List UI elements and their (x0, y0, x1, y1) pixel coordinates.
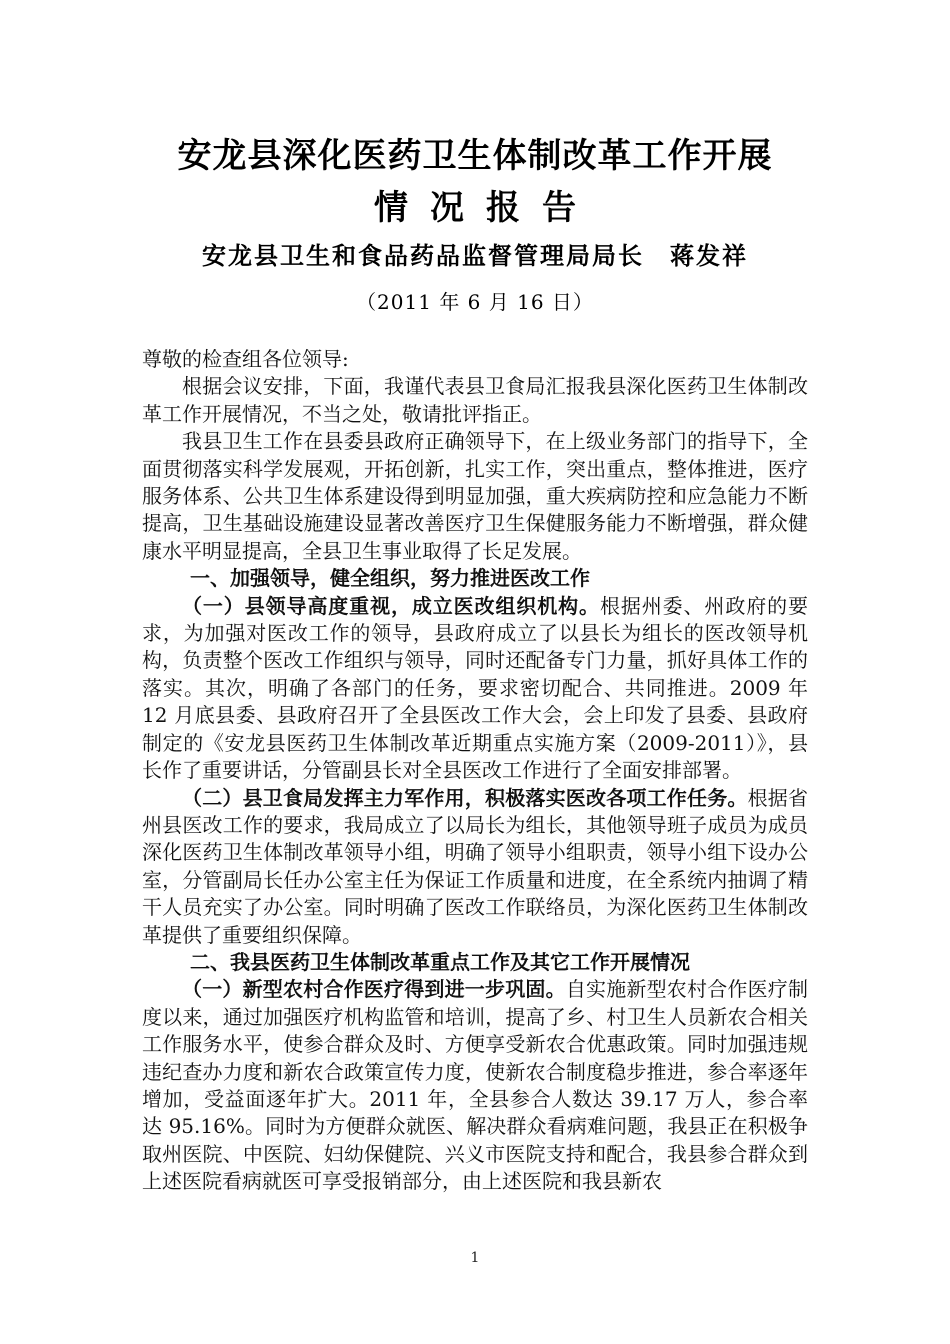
page-number: 1 (470, 1250, 480, 1266)
paragraph-overview: 我县卫生工作在县委县政府正确领导下，在上级业务部门的指导下，全面贯彻落实科学发展观，开拓创新，扎实工作，突出重点，整体推进，医疗服务体系、公共卫生体系建设得到明显加强，重大疾病防控和应急能力不断提高，卫生基础设施建设显著改善医疗卫生保健服务能力不断增强，群众健康水平明显提高，全县卫生事业取得了长足发展。 (142, 429, 808, 563)
section-1-heading: 一、加强领导，健全组织，努力推进医改工作 (190, 566, 590, 591)
report-author: 安龙县卫生和食品药品监督管理局局长 蒋发祥 (202, 241, 748, 270)
section-1-item-2-text: 根据省州县医改工作的要求，我局成立了以局长为组长，其他领导班子成员为成员深化医药卫生体制改革领导小组，明确了领导小组职责，领导小组下设办公室，分管副局长任办公室主任为保证工作质量和进度，在全系统内抽调了精干人员充实了办公室。同时明确了医改工作联络员，为深化医药卫生体制改革提供了重要组织保障。 (142, 785, 809, 947)
section-2-item-1-heading: （一）新型农村合作医疗得到进一步巩固。 (182, 977, 566, 1002)
section-2-heading: 二、我县医药卫生体制改革重点工作及其它工作开展情况 (190, 949, 690, 974)
report-title-line2: 情况报告 (374, 188, 598, 228)
section-1-item-1-text: 根据州委、州政府的要求，为加强对医改工作的领导，县政府成立了以县长为组长的医改领导机构，负责整个医改工作组织与领导，同时还配备专门力量，抓好具体工作的落实。其次，明确了各部门的任务，要求密切配合、共同推进。2009 年 12 月底县委、县政府召开了全县医改工作大会，会上印发了县委、县政府制定的《安龙县医药卫生体制改革近期重点实施方案（2009-2011）》，县长作了重要讲话，分管副县长对全县医改工作进行了全面安排部署。 (142, 593, 809, 783)
salutation: 尊敬的检查组各位领导: (142, 347, 349, 371)
section-1-item-2 (142, 785, 808, 949)
section-2-item-1-text: 自实施新型农村合作医疗制度以来，通过加强医疗机构监管和培训，提高了乡、村卫生人员新农合相关工作服务水平，使参合群众及时、方便享受新农合优惠政策。同时加强违规违纪查办力度和新农合政策宣传力度，使新农合制度稳步推进，参合率逐年增加，受益面逐年扩大。2011 年，全县参合人数达 39.17 万人，参合率达 95.16%。同时为方便群众就医、解决群众看病难问题，我县正在积极争取州医院、中医院、妇幼保健院、兴义市医院支持和配合，我县参合群众到上述医院看病就医可享受报销部分，由上述医院和我县新农 (142, 977, 809, 1194)
report-body (142, 346, 808, 1196)
section-1-item-1 (142, 593, 808, 785)
section-1-item-1-heading: （一）县领导高度重视，成立医改组织机构。 (182, 593, 600, 618)
section-2-item-1 (142, 976, 808, 1195)
report-date: （2011 年 6 月 16 日） (356, 290, 594, 314)
report-title-line1: 安龙县深化医药卫生体制改革工作开展 (177, 136, 773, 176)
section-1-item-2-heading: （二）县卫食局发挥主力军作用，积极落实医改各项工作任务。 (182, 785, 748, 810)
paragraph-intro: 根据会议安排，下面，我谨代表县卫食局汇报我县深化医药卫生体制改革工作开展情况，不当之处，敬请批评指正。 (142, 374, 808, 426)
